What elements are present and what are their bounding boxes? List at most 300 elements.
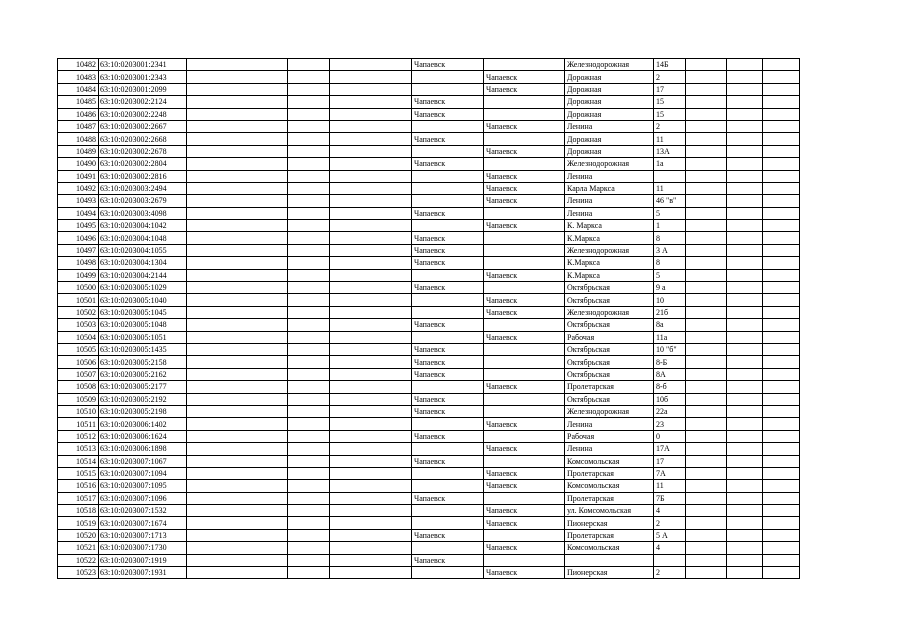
row-number-cell: 10502 <box>58 306 99 318</box>
empty-cell <box>330 244 412 256</box>
city-cell-a: Чапаевск <box>412 492 484 504</box>
city-cell-b: Чапаевск <box>484 170 565 182</box>
house-number-cell: 10б <box>654 393 686 405</box>
city-cell-b: Чапаевск <box>484 145 565 157</box>
row-number-cell: 10500 <box>58 282 99 294</box>
empty-cell <box>330 443 412 455</box>
empty-cell <box>288 195 330 207</box>
empty-cell <box>288 381 330 393</box>
empty-cell <box>727 331 763 343</box>
empty-cell <box>763 282 800 294</box>
empty-cell <box>727 220 763 232</box>
city-cell-b <box>484 356 565 368</box>
street-cell: Карла Маркса <box>565 182 654 194</box>
empty-cell <box>187 418 288 430</box>
table-row <box>58 319 800 331</box>
street-cell: Пролетарская <box>565 492 654 504</box>
table-row <box>58 542 800 554</box>
house-number-cell: 8а <box>654 319 686 331</box>
table-row <box>58 480 800 492</box>
table-row <box>58 220 800 232</box>
table-row <box>58 133 800 145</box>
city-cell-a: Чапаевск <box>412 282 484 294</box>
table-row <box>58 145 800 157</box>
row-number-cell: 10523 <box>58 567 99 579</box>
empty-cell <box>686 418 727 430</box>
house-number-cell: 8 <box>654 257 686 269</box>
city-cell-b: Чапаевск <box>484 120 565 132</box>
empty-cell <box>187 257 288 269</box>
empty-cell <box>330 480 412 492</box>
city-cell-b <box>484 59 565 71</box>
row-number-cell: 10516 <box>58 480 99 492</box>
empty-cell <box>763 542 800 554</box>
empty-cell <box>686 145 727 157</box>
empty-cell <box>187 120 288 132</box>
empty-cell <box>288 158 330 170</box>
cadastral-number-cell: 63:10:0203002:2678 <box>99 145 187 157</box>
empty-cell <box>763 443 800 455</box>
street-cell: Ленина <box>565 120 654 132</box>
empty-cell <box>686 455 727 467</box>
empty-cell <box>686 480 727 492</box>
house-number-cell: 8-б <box>654 381 686 393</box>
house-number-cell: 2 <box>654 567 686 579</box>
empty-cell <box>187 517 288 529</box>
row-number-cell: 10501 <box>58 294 99 306</box>
empty-cell <box>288 368 330 380</box>
cadastral-number-cell: 63:10:0203004:1055 <box>99 244 187 256</box>
house-number-cell: 11 <box>654 133 686 145</box>
street-cell: Октябрьская <box>565 356 654 368</box>
city-cell-a <box>412 418 484 430</box>
empty-cell <box>727 257 763 269</box>
table-row <box>58 170 800 182</box>
city-cell-b: Чапаевск <box>484 294 565 306</box>
city-cell-a <box>412 306 484 318</box>
empty-cell <box>763 418 800 430</box>
empty-cell <box>330 96 412 108</box>
empty-cell <box>763 517 800 529</box>
table-body <box>58 59 800 579</box>
empty-cell <box>686 158 727 170</box>
row-number-cell: 10504 <box>58 331 99 343</box>
empty-cell <box>187 71 288 83</box>
row-number-cell: 10503 <box>58 319 99 331</box>
city-cell-a <box>412 269 484 281</box>
empty-cell <box>330 158 412 170</box>
city-cell-a <box>412 443 484 455</box>
empty-cell <box>330 331 412 343</box>
empty-cell <box>763 356 800 368</box>
empty-cell <box>187 430 288 442</box>
row-number-cell: 10492 <box>58 182 99 194</box>
cadastral-number-cell: 63:10:0203004:1048 <box>99 232 187 244</box>
empty-cell <box>288 343 330 355</box>
address-table <box>57 58 800 579</box>
street-cell: Железнодорожная <box>565 405 654 417</box>
street-cell: Железнодорожная <box>565 306 654 318</box>
empty-cell <box>727 170 763 182</box>
row-number-cell: 10522 <box>58 554 99 566</box>
city-cell-b: Чапаевск <box>484 567 565 579</box>
empty-cell <box>763 505 800 517</box>
table-row <box>58 517 800 529</box>
empty-cell <box>288 120 330 132</box>
empty-cell <box>187 244 288 256</box>
empty-cell <box>187 170 288 182</box>
city-cell-a <box>412 542 484 554</box>
city-cell-b <box>484 554 565 566</box>
empty-cell <box>727 430 763 442</box>
street-cell: Пионерская <box>565 517 654 529</box>
empty-cell <box>187 381 288 393</box>
table-row <box>58 96 800 108</box>
empty-cell <box>727 282 763 294</box>
empty-cell <box>686 567 727 579</box>
empty-cell <box>763 133 800 145</box>
empty-cell <box>727 480 763 492</box>
empty-cell <box>727 467 763 479</box>
empty-cell <box>763 405 800 417</box>
city-cell-a: Чапаевск <box>412 319 484 331</box>
street-cell: Пионерская <box>565 567 654 579</box>
empty-cell <box>330 529 412 541</box>
city-cell-b <box>484 207 565 219</box>
row-number-cell: 10486 <box>58 108 99 120</box>
empty-cell <box>330 567 412 579</box>
row-number-cell: 10519 <box>58 517 99 529</box>
street-cell: Октябрьская <box>565 319 654 331</box>
street-cell: Ленина <box>565 195 654 207</box>
row-number-cell: 10491 <box>58 170 99 182</box>
empty-cell <box>763 381 800 393</box>
cadastral-number-cell: 63:10:0203007:1931 <box>99 567 187 579</box>
street-cell: Дорожная <box>565 71 654 83</box>
cadastral-number-cell: 63:10:0203003:2494 <box>99 182 187 194</box>
empty-cell <box>288 83 330 95</box>
street-cell: Комсомольская <box>565 480 654 492</box>
empty-cell <box>330 418 412 430</box>
city-cell-b <box>484 282 565 294</box>
city-cell-b <box>484 529 565 541</box>
cadastral-number-cell: 63:10:0203007:1095 <box>99 480 187 492</box>
cadastral-number-cell: 63:10:0203006:1898 <box>99 443 187 455</box>
empty-cell <box>686 108 727 120</box>
house-number-cell: 15 <box>654 108 686 120</box>
empty-cell <box>763 294 800 306</box>
empty-cell <box>330 195 412 207</box>
house-number-cell: 23 <box>654 418 686 430</box>
empty-cell <box>763 319 800 331</box>
empty-cell <box>330 71 412 83</box>
empty-cell <box>330 368 412 380</box>
table-row <box>58 467 800 479</box>
empty-cell <box>288 71 330 83</box>
city-cell-b: Чапаевск <box>484 443 565 455</box>
row-number-cell: 10515 <box>58 467 99 479</box>
empty-cell <box>330 207 412 219</box>
table-row <box>58 356 800 368</box>
empty-cell <box>686 443 727 455</box>
empty-cell <box>727 195 763 207</box>
city-cell-a: Чапаевск <box>412 405 484 417</box>
empty-cell <box>727 158 763 170</box>
table-row <box>58 71 800 83</box>
cadastral-number-cell: 63:10:0203005:1048 <box>99 319 187 331</box>
empty-cell <box>288 517 330 529</box>
house-number-cell: 2 <box>654 517 686 529</box>
empty-cell <box>288 306 330 318</box>
empty-cell <box>187 108 288 120</box>
empty-cell <box>727 492 763 504</box>
row-number-cell: 10496 <box>58 232 99 244</box>
city-cell-a: Чапаевск <box>412 96 484 108</box>
table-row <box>58 158 800 170</box>
row-number-cell: 10482 <box>58 59 99 71</box>
house-number-cell: 22а <box>654 405 686 417</box>
empty-cell <box>187 343 288 355</box>
empty-cell <box>763 59 800 71</box>
cadastral-number-cell: 63:10:0203005:1040 <box>99 294 187 306</box>
city-cell-b: Чапаевск <box>484 418 565 430</box>
city-cell-a <box>412 381 484 393</box>
row-number-cell: 10518 <box>58 505 99 517</box>
city-cell-a: Чапаевск <box>412 257 484 269</box>
empty-cell <box>763 170 800 182</box>
empty-cell <box>288 418 330 430</box>
empty-cell <box>686 244 727 256</box>
table-row <box>58 306 800 318</box>
empty-cell <box>288 430 330 442</box>
street-cell: Пролетарская <box>565 467 654 479</box>
city-cell-a <box>412 120 484 132</box>
city-cell-b: Чапаевск <box>484 269 565 281</box>
table-row <box>58 505 800 517</box>
house-number-cell: 5 <box>654 269 686 281</box>
house-number-cell <box>654 554 686 566</box>
cadastral-number-cell: 63:10:0203002:2124 <box>99 96 187 108</box>
city-cell-a <box>412 145 484 157</box>
cadastral-number-cell: 63:10:0203001:2341 <box>99 59 187 71</box>
empty-cell <box>686 554 727 566</box>
empty-cell <box>330 343 412 355</box>
empty-cell <box>187 480 288 492</box>
empty-cell <box>686 381 727 393</box>
empty-cell <box>763 96 800 108</box>
house-number-cell: 5 А <box>654 529 686 541</box>
street-cell: Октябрьская <box>565 282 654 294</box>
city-cell-a <box>412 71 484 83</box>
empty-cell <box>727 83 763 95</box>
empty-cell <box>763 232 800 244</box>
city-cell-a <box>412 517 484 529</box>
city-cell-a: Чапаевск <box>412 554 484 566</box>
city-cell-b: Чапаевск <box>484 331 565 343</box>
cadastral-number-cell: 63:10:0203005:2158 <box>99 356 187 368</box>
cadastral-number-cell: 63:10:0203006:1402 <box>99 418 187 430</box>
empty-cell <box>330 554 412 566</box>
street-cell <box>565 554 654 566</box>
cadastral-number-cell: 63:10:0203007:1713 <box>99 529 187 541</box>
row-number-cell: 10487 <box>58 120 99 132</box>
empty-cell <box>727 133 763 145</box>
city-cell-b: Чапаевск <box>484 195 565 207</box>
empty-cell <box>288 542 330 554</box>
table-row <box>58 393 800 405</box>
empty-cell <box>187 158 288 170</box>
empty-cell <box>727 405 763 417</box>
empty-cell <box>727 244 763 256</box>
cadastral-number-cell: 63:10:0203005:1435 <box>99 343 187 355</box>
empty-cell <box>187 467 288 479</box>
row-number-cell: 10512 <box>58 430 99 442</box>
city-cell-b <box>484 368 565 380</box>
empty-cell <box>288 319 330 331</box>
empty-cell <box>288 505 330 517</box>
street-cell: Октябрьская <box>565 368 654 380</box>
row-number-cell: 10489 <box>58 145 99 157</box>
empty-cell <box>330 381 412 393</box>
empty-cell <box>763 220 800 232</box>
city-cell-a: Чапаевск <box>412 356 484 368</box>
city-cell-a <box>412 294 484 306</box>
empty-cell <box>727 96 763 108</box>
empty-cell <box>763 257 800 269</box>
house-number-cell <box>654 170 686 182</box>
street-cell: К. Маркса <box>565 220 654 232</box>
street-cell: К.Маркса <box>565 257 654 269</box>
cadastral-number-cell: 63:10:0203007:1674 <box>99 517 187 529</box>
row-number-cell: 10517 <box>58 492 99 504</box>
house-number-cell: 17 <box>654 455 686 467</box>
house-number-cell: 7А <box>654 467 686 479</box>
row-number-cell: 10520 <box>58 529 99 541</box>
street-cell: Дорожная <box>565 108 654 120</box>
city-cell-a <box>412 567 484 579</box>
cadastral-number-cell: 63:10:0203005:2192 <box>99 393 187 405</box>
empty-cell <box>727 232 763 244</box>
city-cell-a: Чапаевск <box>412 108 484 120</box>
city-cell-b <box>484 257 565 269</box>
cadastral-number-cell: 63:10:0203006:1624 <box>99 430 187 442</box>
empty-cell <box>330 517 412 529</box>
city-cell-b: Чапаевск <box>484 306 565 318</box>
city-cell-a <box>412 220 484 232</box>
house-number-cell: 8-Б <box>654 356 686 368</box>
cadastral-number-cell: 63:10:0203005:1045 <box>99 306 187 318</box>
empty-cell <box>763 368 800 380</box>
table-row <box>58 182 800 194</box>
empty-cell <box>763 207 800 219</box>
city-cell-b <box>484 492 565 504</box>
empty-cell <box>727 182 763 194</box>
cadastral-number-cell: 63:10:0203002:2816 <box>99 170 187 182</box>
empty-cell <box>686 232 727 244</box>
city-cell-b <box>484 455 565 467</box>
street-cell: Рабочая <box>565 430 654 442</box>
empty-cell <box>763 554 800 566</box>
row-number-cell: 10484 <box>58 83 99 95</box>
empty-cell <box>330 232 412 244</box>
empty-cell <box>330 282 412 294</box>
house-number-cell: 9 а <box>654 282 686 294</box>
empty-cell <box>330 356 412 368</box>
empty-cell <box>330 59 412 71</box>
empty-cell <box>727 443 763 455</box>
empty-cell <box>763 83 800 95</box>
empty-cell <box>330 145 412 157</box>
empty-cell <box>187 331 288 343</box>
house-number-cell: 4 <box>654 542 686 554</box>
house-number-cell: 10 "б" <box>654 343 686 355</box>
cadastral-number-cell: 63:10:0203005:2177 <box>99 381 187 393</box>
row-number-cell: 10509 <box>58 393 99 405</box>
row-number-cell: 10514 <box>58 455 99 467</box>
table-row <box>58 343 800 355</box>
empty-cell <box>187 368 288 380</box>
empty-cell <box>187 529 288 541</box>
city-cell-b: Чапаевск <box>484 480 565 492</box>
empty-cell <box>686 368 727 380</box>
cadastral-number-cell: 63:10:0203002:2667 <box>99 120 187 132</box>
empty-cell <box>686 120 727 132</box>
street-cell: Дорожная <box>565 133 654 145</box>
empty-cell <box>187 59 288 71</box>
empty-cell <box>187 182 288 194</box>
empty-cell <box>288 207 330 219</box>
empty-cell <box>686 331 727 343</box>
row-number-cell: 10483 <box>58 71 99 83</box>
street-cell: Пролетарская <box>565 381 654 393</box>
empty-cell <box>187 294 288 306</box>
cadastral-number-cell: 63:10:0203003:4098 <box>99 207 187 219</box>
empty-cell <box>727 381 763 393</box>
empty-cell <box>763 195 800 207</box>
house-number-cell: 14Б <box>654 59 686 71</box>
city-cell-b <box>484 96 565 108</box>
empty-cell <box>288 467 330 479</box>
cadastral-number-cell: 63:10:0203002:2668 <box>99 133 187 145</box>
empty-cell <box>187 356 288 368</box>
empty-cell <box>686 405 727 417</box>
city-cell-a <box>412 182 484 194</box>
house-number-cell: 3 А <box>654 244 686 256</box>
cadastral-number-cell: 63:10:0203007:1094 <box>99 467 187 479</box>
empty-cell <box>763 158 800 170</box>
empty-cell <box>288 96 330 108</box>
city-cell-b <box>484 319 565 331</box>
row-number-cell: 10505 <box>58 343 99 355</box>
row-number-cell: 10495 <box>58 220 99 232</box>
table-row <box>58 83 800 95</box>
house-number-cell: 10 <box>654 294 686 306</box>
table-row <box>58 381 800 393</box>
street-cell: Железнодорожная <box>565 244 654 256</box>
street-cell: Октябрьская <box>565 343 654 355</box>
street-cell: Пролетарская <box>565 529 654 541</box>
empty-cell <box>288 257 330 269</box>
row-number-cell: 10494 <box>58 207 99 219</box>
empty-cell <box>187 405 288 417</box>
cadastral-number-cell: 63:10:0203004:1042 <box>99 220 187 232</box>
empty-cell <box>763 430 800 442</box>
city-cell-a <box>412 467 484 479</box>
row-number-cell: 10497 <box>58 244 99 256</box>
empty-cell <box>686 170 727 182</box>
empty-cell <box>727 393 763 405</box>
row-number-cell: 10485 <box>58 96 99 108</box>
